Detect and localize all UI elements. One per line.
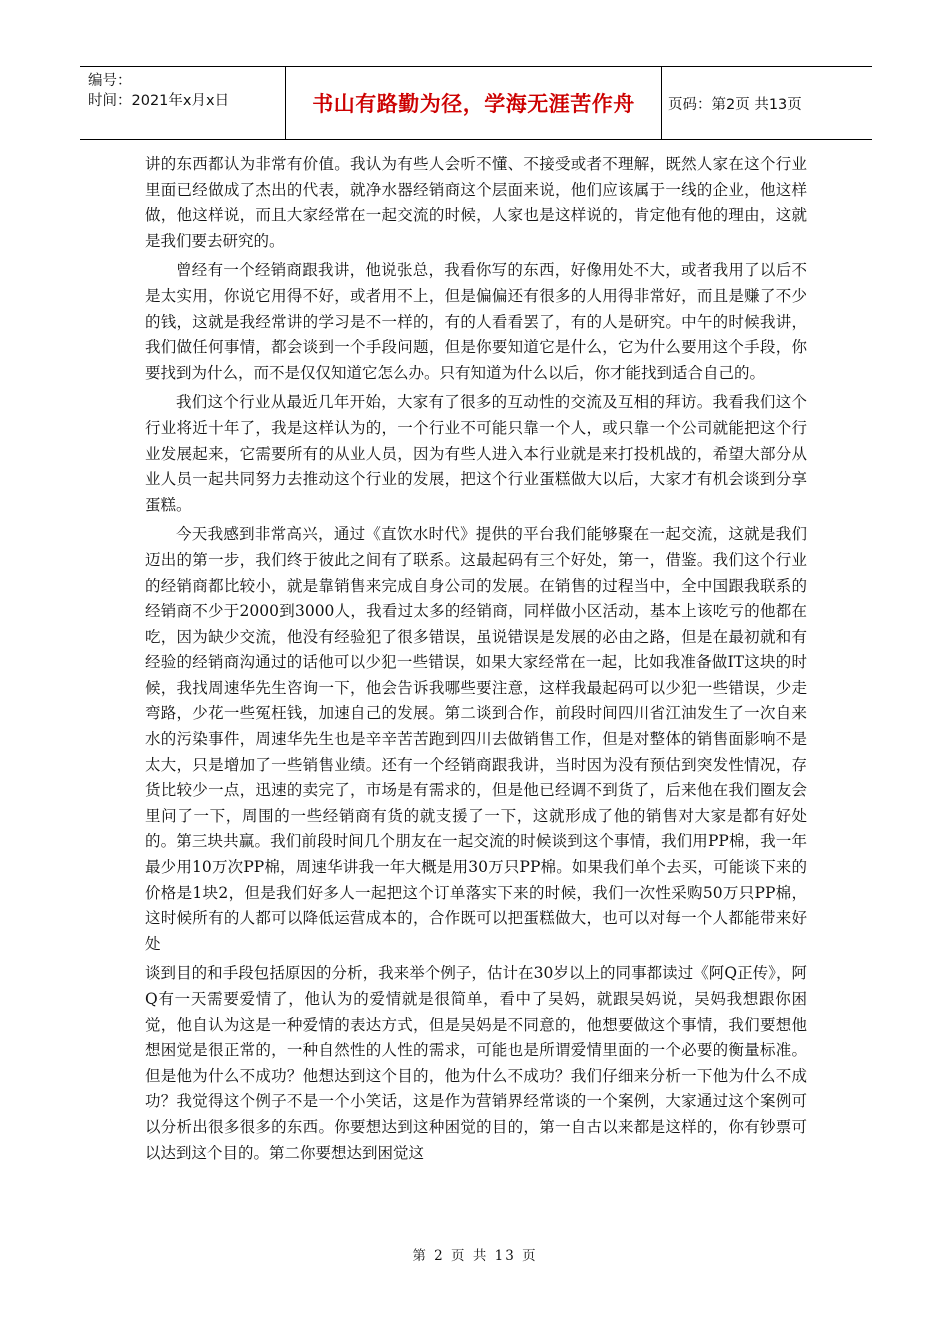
header-meta — [80, 67, 286, 139]
document-header — [80, 66, 872, 140]
body-paragraph: 讲的东西都认为非常有价值。我认为有些人会听不懂、不接受或者不理解，既然人家在这个行业里面已经做成了杰出的代表，就净水器经销商这个层面来说，他们应该属于一线的企业，他这样做，他这样说，而且大家经常在一起交流的时候，人家也是这样说的，肯定他有他的理由，这就是我们要去研究的。 — [145, 155, 807, 250]
body-paragraph: 谈到目的和手段包括原因的分析，我来举个例子，估计在30岁以上的同事都读过《阿Q正传》，阿Q有一天需要爱情了，他认为的爱情就是很简单，看中了吴妈，就跟吴妈说，吴妈我想跟你困觉，他自认为这是一种爱情的表达方式，但是吴妈是不同意的，他想要做这个事情，我们要想他想困觉是很正常的，一种自然性的人性的需求，可能也是所谓爱情里面的一个必要的衡量标准。但是他为什么不成功？他想达到这个目的，他为什么不成功？我们仔细来分析一下他为什么不成功？我觉得这个例子不是一个小笑话，这是作为营销界经常谈的一个案例，大家通过这个案例可以分析出很多很多的东西。你要想达到这种困觉的目的，第一自古以来都是这样的，你有钞票可以达到这个目的。第二你要想达到困觉这 — [145, 964, 807, 1162]
page-footer: 第 2 页 共 13 页 — [412, 1248, 538, 1264]
header-page-info: 页码：第2页 共13页 — [668, 96, 802, 113]
document-number-label: 编号： — [88, 73, 132, 89]
document-body — [145, 152, 807, 1170]
body-paragraph: 曾经有一个经销商跟我讲，他说张总，我看你写的东西，好像用处不大，或者我用了以后不是太实用，你说它用得不好，或者用不上，但是偏偏还有很多的人用得非常好，而且是赚了不少的钱，这就是我经常讲的学习是不一样的，有的人看看罢了，有的人是研究。中午的时候我讲，我们做任何事情，都会谈到一个手段问题，但是你要知道它是什么，它为什么要用这个手段，你要找到为什么，而不是仅仅知道它怎么办。只有知道为什么以后，你才能找到适合自己的。 — [145, 261, 807, 382]
body-paragraph: 我们这个行业从最近几年开始，大家有了很多的互动性的交流及互相的拜访。我看我们这个行业将近十年了，我是这样认为的，一个行业不可能只靠一个人，或只靠一个公司就能把这个行业发展起来，它需要所有的从业人员，因为有些人进入本行业就是来打投机战的，希望大部分从业人员一起共同努力去推动这个行业的发展，把这个行业蛋糕做大以后，大家才有机会谈到分享蛋糕。 — [145, 393, 807, 514]
body-paragraph: 今天我感到非常高兴，通过《直饮水时代》提供的平台我们能够聚在一起交流，这就是我们迈出的第一步，我们终于彼此之间有了联系。这最起码有三个好处，第一，借鉴。我们这个行业的经销商都比较小，就是靠销售来完成自身公司的发展。在销售的过程当中，全中国跟我联系的经销商不少于2000到3000人，我看过太多的经销商，同样做小区活动，基本上该吃亏的他都在吃，因为缺少交流，他没有经验犯了很多错误，虽说错误是发展的必由之路，但是在最初就和有经验的经销商沟通过的话他可以少犯一些错误，如果大家经常在一起，比如我准备做IT这块的时候，我找周速华先生咨询一下，他会告诉我哪些要注意，这样我最起码可以少犯一些错误，少走弯路，少花一些冤枉钱，加速自己的发展。第二谈到合作，前段时间四川省江油发生了一次自来水的污染事件，周速华先生也是辛辛苦苦跑到四川去做销售工作，但是对整体的销售面影响不是太大，只是增加了一些销售业绩。还有一个经销商跟我讲，当时因为没有预估到突发性情况，存货比较少一点，迅速的卖完了，市场是有需求的，但是他已经调不到货了，后来他在我们圈友会里问了一下，周围的一些经销商有货的就支援了一下，这就形成了他的销售对大家是都有好处的。第三块共赢。我们前段时间几个朋友在一起交流的时候谈到这个事情，我们用PP棉，我一年最少用10万次PP棉，周速华讲我一年大概是用30万只PP棉。如果我们单个去买，可能谈下来的价格是1块2，但是我们好多人一起把这个订单落实下来的时候，我们一次性采购50万只PP棉，这时候所有的人都可以降低运营成本的，合作既可以把蛋糕做大，也可以对每一个人都能带来好处 — [145, 525, 807, 953]
document-time-label: 时间：2021年x月x日 — [88, 93, 230, 109]
header-motto: 书山有路勤为径，学海无涯苦作舟 — [286, 67, 662, 139]
